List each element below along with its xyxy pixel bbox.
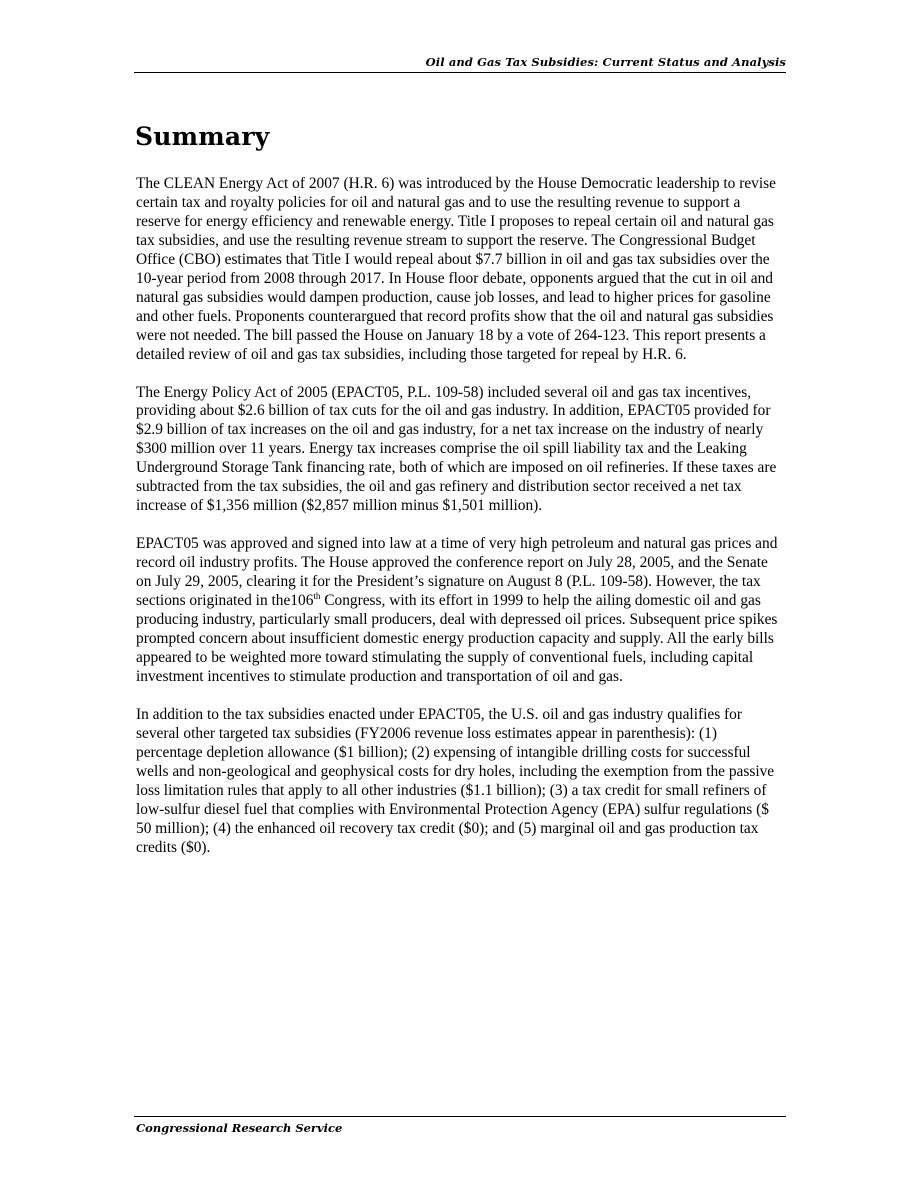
footer-divider	[134, 1116, 786, 1117]
running-header: Oil and Gas Tax Subsidies: Current Status and Analysis	[425, 55, 786, 69]
footer-organization: Congressional Research Service	[136, 1121, 343, 1135]
header-divider	[134, 72, 786, 73]
paragraph-4: In addition to the tax subsidies enacted under EPACT05, the U.S. oil and gas industry qualifies for several other targeted tax subsidies (FY2006 revenue loss estimates appear in parenthesis): (1) percentage depletion allowance ($1 billion); (2) expensing of intangible drilling costs for successful wells and non-geological and geophysical costs for dry holes, including the exemption from the passive loss limitation rules that apply to all other industries ($1.1 billion); (3) a tax credit for small refiners of low-sulfur diesel fuel that complies with Environmental Protection Agency (EPA) sulfur regulations ($ 50 million); (4) the enhanced oil recovery tax credit ($0); and (5) marginal oil and gas production tax credits ($0).	[136, 705, 775, 856]
paragraph-3	[136, 535, 786, 687]
paragraph-3-part-2: Congress, with its effort in 1999 to help the ailing domestic oil and gas producing industry, particularly small producers, deal with depressed oil prices. Subsequent price spikes prompted concern about insufficient domestic energy production capacity and supply. All the early bills appeared to be weighted more toward stimulating the supply of conventional fuels, including capital investment incentives to stimulate production and transportation of oil and gas.	[136, 592, 778, 685]
paragraph-3-part-1: EPACT05 was approved and signed into law at a time of very high petroleum and natural gas prices and record oil industry profits. The House approved the conference report on July 28, 2005, and the Senate on July 29, 2005, clearing it for the President’s signature on August 8 (P.L. 109-58). However, the tax sections originated in the106	[136, 535, 778, 610]
paragraph-1: The CLEAN Energy Act of 2007 (H.R. 6) was introduced by the House Democratic leadership to revise certain tax and royalty policies for oil and natural gas and to use the resulting revenue to support a reserve for energy efficiency and renewable energy. Title I proposes to repeal certain oil and natural gas tax subsidies, and use the resulting revenue stream to support the reserve. The Congressional Budget Office (CBO) estimates that Title I would repeal about $7.7 billion in oil and gas tax subsidies over the 10-year period from 2008 through 2017. In House floor debate, opponents argued that the cut in oil and natural gas subsidies would dampen production, cause job losses, and lead to higher prices for gasoline and other fuels. Proponents counterargued that record profits show that the oil and natural gas subsidies were not needed. The bill passed the House on January 18 by a vote of 264-123. This report presents a detailed review of oil and gas tax subsidies, including those targeted for repeal by H.R. 6.	[136, 175, 776, 363]
page-title: Summary	[135, 122, 270, 151]
summary-body	[136, 175, 786, 876]
ordinal-superscript: th	[313, 591, 321, 602]
paragraph-2: The Energy Policy Act of 2005 (EPACT05, P.L. 109-58) included several oil and gas tax incentives, providing about $2.6 billion of tax cuts for the oil and gas industry. In addition, EPACT05 provided for $2.9 billion of tax increases on the oil and gas industry, for a net tax increase on the industry of nearly $300 million over 11 years. Energy tax increases comprise the oil spill liability tax and the Leaking Underground Storage Tank financing rate, both of which are imposed on oil refineries. If these taxes are subtracted from the tax subsidies, the oil and gas refinery and distribution sector received a net tax increase of $1,356 million ($2,857 million minus $1,501 million).	[136, 383, 777, 515]
